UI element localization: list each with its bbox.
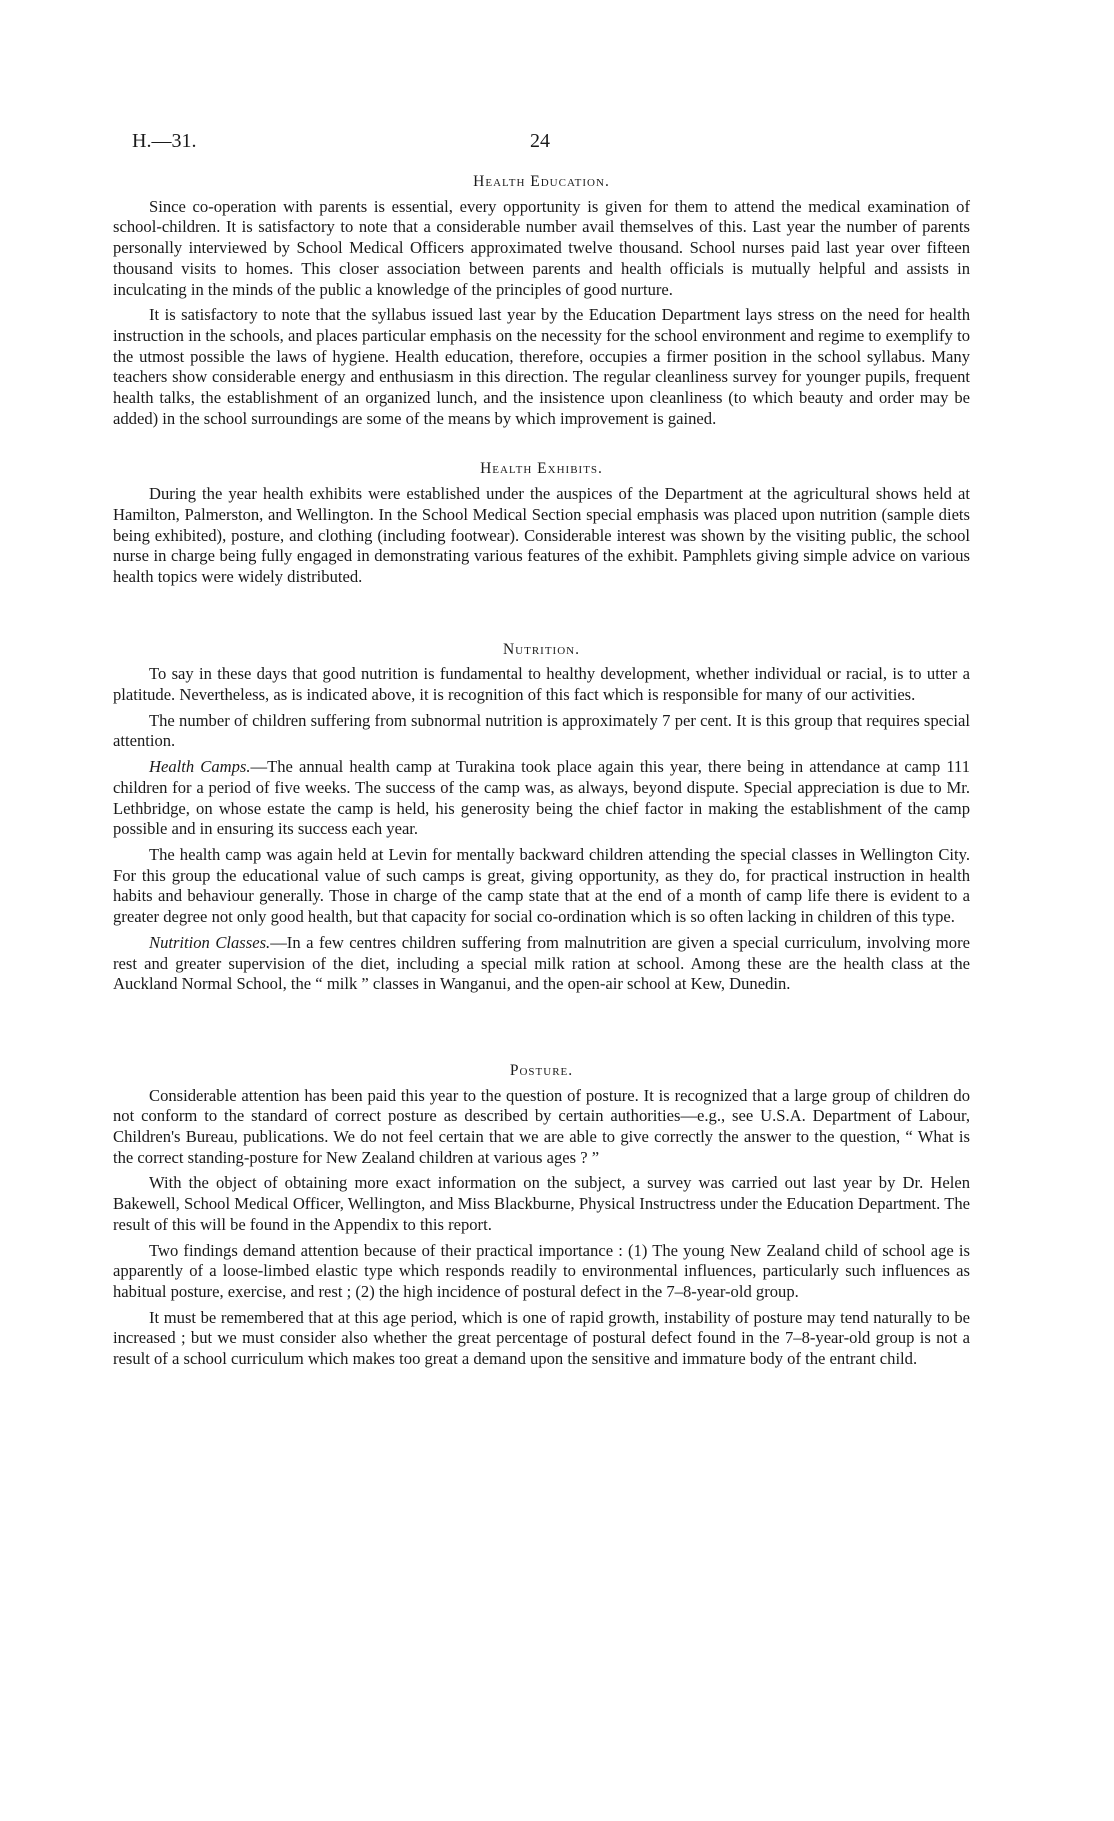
- section-nutrition: [113, 640, 970, 995]
- paragraph: The number of children suffering from subnormal nutrition is approximately 7 per cent. It is this group that requires special attention.: [113, 710, 970, 751]
- document-body: [113, 172, 970, 1375]
- paragraph: Considerable attention has been paid this year to the question of posture. It is recognized that a large group of children do not conform to the standard of correct posture as described by certain authorities—e.g., see U.S.A. Department of Labour, Children's Bureau, publications. We do not feel certain that we are able to give correctly the answer to the question, “ What is the correct standing-posture for New Zealand children at various ages ? ”: [113, 1085, 970, 1167]
- page-header: [132, 130, 962, 160]
- paragraph: The health camp was again held at Levin for mentally backward children attending the special classes in Wellington City. For this group the educational value of such camps is great, giving opportunity, as they do, for practical instruction in health habits and behaviour generally. Those in charge of the camp state that at the end of a month of camp life there is evident to a greater degree not only good health, but that capacity for social co-ordination which is so often lacking in children of this type.: [113, 844, 970, 927]
- paragraph: [113, 933, 970, 995]
- paragraph-lead: Health Camps.: [149, 757, 251, 777]
- section-title: Health Exhibits.: [480, 460, 603, 478]
- paragraph: It must be remembered that at this age period, which is one of rapid growth, instability of posture may tend naturally to be increased ; but we must consider also whether the great percentage of postural defect found in the 7–8-year-old group is not a result of a school curriculum which makes too great a demand upon the sensitive and immature body of the entrant child.: [113, 1307, 970, 1369]
- section-title: Posture.: [509, 1061, 574, 1079]
- paragraph-text: —The annual health camp at Turakina took place again this year, there being in attendance at camp 111 children for a period of five weeks. The success of the camp was, as always, beyond dispute. Special appreciation is due to Mr. Lethbridge, on whose estate the camp is held, his generosity being the chief factor in making the establishment of the camp possible and in ensuring its success each year.: [113, 757, 970, 839]
- paragraph: During the year health exhibits were established under the auspices of the Department at the agricultural shows held at Hamilton, Palmerston, and Wellington. In the School Medical Section special emphasis was placed upon nutrition (sample diets being exhibited), posture, and clothing (including footwear). Considerable interest was shown by the visiting public, the school nurse in charge being fully engaged in demonstrating various features of the exhibit. Pamphlets giving simple advice on various health topics were widely distributed.: [113, 484, 970, 586]
- paragraph: [113, 757, 970, 840]
- document-reference: H.—31.: [132, 130, 197, 152]
- paragraph-text: —In a few centres children suffering from malnutrition are given a special curriculum, involving more rest and greater supervision of the diet, including a special milk ration at school. Among these are the health class at the Auckland Normal School, the “ milk ” classes in Wanganui, and the open-air school at Kew, Dunedin.: [113, 932, 970, 994]
- paragraph: Two findings demand attention because of their practical importance : (1) The young New Zealand child of school age is apparently of a loose-limbed elastic type which responds readily to environmental influences, particularly such influences as habitual posture, exercise, and rest ; (2) the high incidence of postural defect in the 7–8-year-old group.: [113, 1240, 970, 1301]
- paragraph: It is satisfactory to note that the syllabus issued last year by the Education Department lays stress on the need for health instruction in the schools, and places particular emphasis on the necessity for the school environment and regime to exemplify to the utmost possible the laws of hygiene. Health education, therefore, occupies a firmer position in the school syllabus. Many teachers show considerable energy and enthusiasm in this direction. The regular cleanliness survey for younger pupils, frequent health talks, the establishment of an organized lunch, and the insistence upon cleanliness (to which beauty and order may be added) in the school surroundings are some of the means by which improvement is gained.: [113, 305, 970, 428]
- section-title: Nutrition.: [502, 640, 580, 658]
- section-health-exhibits: [113, 459, 970, 587]
- paragraph: With the object of obtaining more exact information on the subject, a survey was carried out last year by Dr. Helen Bakewell, School Medical Officer, Wellington, and Miss Blackburne, Physical Instructress under the Education Department. The result of this will be found in the Appendix to this report.: [113, 1173, 970, 1234]
- section-title: Health Education.: [473, 173, 610, 190]
- paragraph: Since co-operation with parents is essential, every opportunity is given for them to attend the medical examination of school-children. It is satisfactory to note that a considerable number avail themselves of this. Last year the number of parents personally interviewed by School Medical Officers approximated twelve thousand. School nurses paid last year over fifteen thousand visits to homes. This closer association between parents and health officials is mutually helpful and assists in inculcating in the minds of the public a knowledge of the principles of good nurture.: [113, 196, 970, 299]
- section-health-education: [113, 172, 970, 429]
- paragraph-lead: Nutrition Classes.: [149, 932, 271, 952]
- paragraph: To say in these days that good nutrition is fundamental to healthy development, whether individual or racial, is to utter a platitude. Nevertheless, as is indicated above, it is recognition of this fact which is responsible for many of our activities.: [113, 664, 970, 705]
- section-posture: [113, 1061, 970, 1370]
- page-number: 24: [530, 130, 550, 152]
